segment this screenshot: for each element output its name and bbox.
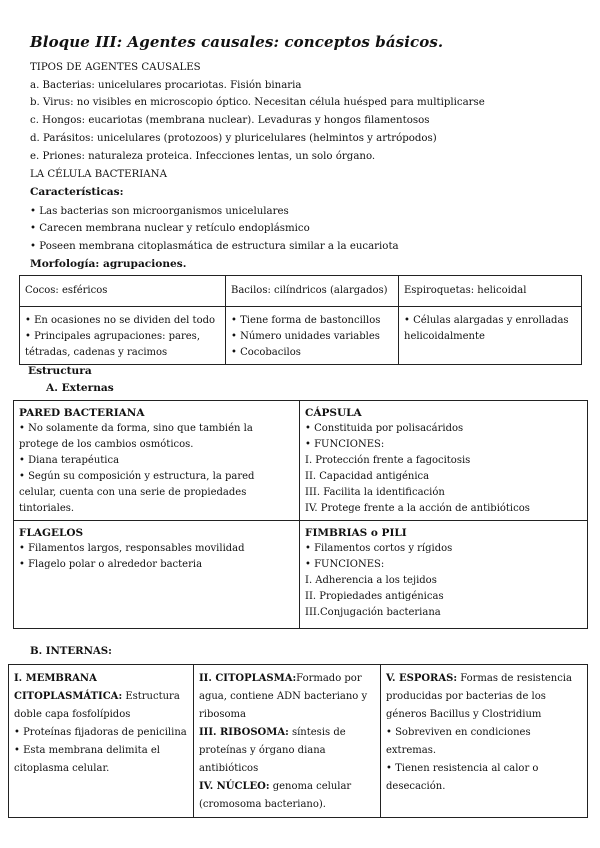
tipos-heading: TIPOS DE AGENTES CAUSALES: [30, 62, 201, 73]
page-title: Bloque III: Agentes causales: conceptos básicos.: [30, 33, 444, 51]
caracteristicas-heading: Características:: [30, 186, 124, 198]
espiroquetas-header: Espiroquetas: helicoidal: [404, 285, 527, 296]
capsula-funcion: II. Capacidad antigénica: [305, 471, 430, 482]
esporas-item: • Tienen resistencia al calor o desecación.: [386, 760, 582, 796]
externas-table: [13, 400, 588, 629]
membrana-desc: Estructura doble capa fosfolípidos: [14, 691, 180, 720]
cocos-header: Cocos: esféricos: [25, 285, 108, 296]
fimbrias-item: • FUNCIONES:: [305, 557, 582, 573]
caracteristica-item: • Las bacterias son microorganismos unicelulares: [30, 206, 289, 217]
tipo-item-e: e. Priones: naturaleza proteica. Infecciones lentas, un solo órgano.: [30, 151, 376, 162]
nucleo-desc: genoma celular (cromosoma bacteriano).: [199, 781, 352, 810]
fimbrias-funcion: III.Conjugación bacteriana: [305, 607, 441, 618]
bacilos-header: Bacilos: cilíndricos (alargados): [231, 285, 388, 296]
flagelos-item: • Flagelo polar o alrededor bacteria: [19, 557, 294, 573]
bacilos-item: • Tiene forma de bastoncillos: [231, 313, 393, 329]
fimbrias-item: • Filamentos cortos y rígidos: [305, 541, 582, 557]
membrana-title: I. MEMBRANA CITOPLASMÁTICA:: [14, 673, 123, 702]
membrana-item: • Esta membrana delimita el citoplasma celular.: [14, 742, 188, 778]
caracteristica-item: • Carecen membrana nuclear y retículo endoplásmico: [30, 223, 310, 234]
tipo-item-b: b. Virus: no visibles en microscopio óptico. Necesitan célula huésped para multiplicarse: [30, 97, 485, 108]
externas-heading: A. Externas: [46, 382, 114, 394]
caracteristica-item: • Poseen membrana citoplasmática de estructura similar a la eucariota: [30, 241, 399, 252]
tipo-item-c: c. Hongos: eucariotas (membrana nuclear). Levaduras y hongos filamentosos: [30, 115, 430, 126]
estructura-heading: Estructura: [28, 365, 92, 377]
pared-title: PARED BACTERIANA: [19, 407, 145, 419]
ribosoma-title: III. RIBOSOMA:: [199, 727, 289, 738]
bacilos-item: • Cocobacilos: [231, 345, 393, 361]
tipo-item-d: d. Parásitos: unicelulares (protozoos) y pluricelulares (helmintos y artrópodos): [30, 133, 437, 144]
celula-heading: LA CÉLULA BACTERIANA: [30, 169, 167, 180]
internas-table: [8, 664, 588, 818]
fimbrias-funcion: I. Adherencia a los tejidos: [305, 575, 437, 586]
capsula-item: • Constituida por polisacáridos: [305, 421, 582, 437]
morfologia-heading: Morfología: agrupaciones.: [30, 258, 187, 270]
cocos-item: • En ocasiones no se dividen del todo: [25, 313, 220, 329]
morfologia-table: [19, 275, 582, 365]
citoplasma-desc: Formado por agua, contiene ADN bacteriano y ribosoma: [199, 673, 368, 720]
capsula-item: • FUNCIONES:: [305, 437, 582, 453]
fimbrias-funcion: II. Propiedades antigénicas: [305, 591, 444, 602]
esporas-item: • Sobreviven en condiciones extremas.: [386, 724, 582, 760]
esporas-desc: Formas de resistencia producidas por bacterias de los géneros Bacillus y Clostridium: [386, 673, 572, 720]
espiroquetas-item: • Células alargadas y enrolladas helicoidalmente: [404, 313, 576, 345]
bacilos-item: • Número unidades variables: [231, 329, 393, 345]
membrana-item: • Proteínas fijadoras de penicilina: [14, 724, 188, 742]
cocos-item: • Principales agrupaciones: pares, tétradas, cadenas y racimos: [25, 329, 220, 361]
tipo-item-a: a. Bacterias: unicelulares procariotas. Fisión binaria: [30, 80, 302, 91]
flagelos-title: FLAGELOS: [19, 527, 84, 539]
pared-item: • Según su composición y estructura, la pared celular, cuenta con una serie de propiedades tintoriales.: [19, 469, 294, 517]
citoplasma-title: II. CITOPLASMA:: [199, 673, 297, 684]
capsula-funcion: IV. Protege frente a la acción de antibióticos: [305, 503, 530, 514]
pared-item: • Diana terapéutica: [19, 453, 294, 469]
fimbrias-title: FIMBRIAS o PILI: [305, 527, 407, 539]
flagelos-item: • Filamentos largos, responsables movilidad: [19, 541, 294, 557]
capsula-funcion: III. Facilita la identificación: [305, 487, 445, 498]
internas-heading: B. INTERNAS:: [30, 645, 112, 657]
ribosoma-desc: síntesis de proteínas y órgano diana antibióticos: [199, 727, 346, 774]
capsula-funcion: I. Protección frente a fagocitosis: [305, 455, 471, 466]
capsula-title: CÁPSULA: [305, 407, 362, 419]
pared-item: • No solamente da forma, sino que también la protege de los cambios osmóticos.: [19, 421, 294, 453]
esporas-title: V. ESPORAS:: [386, 673, 458, 684]
nucleo-title: IV. NÚCLEO:: [199, 781, 270, 792]
